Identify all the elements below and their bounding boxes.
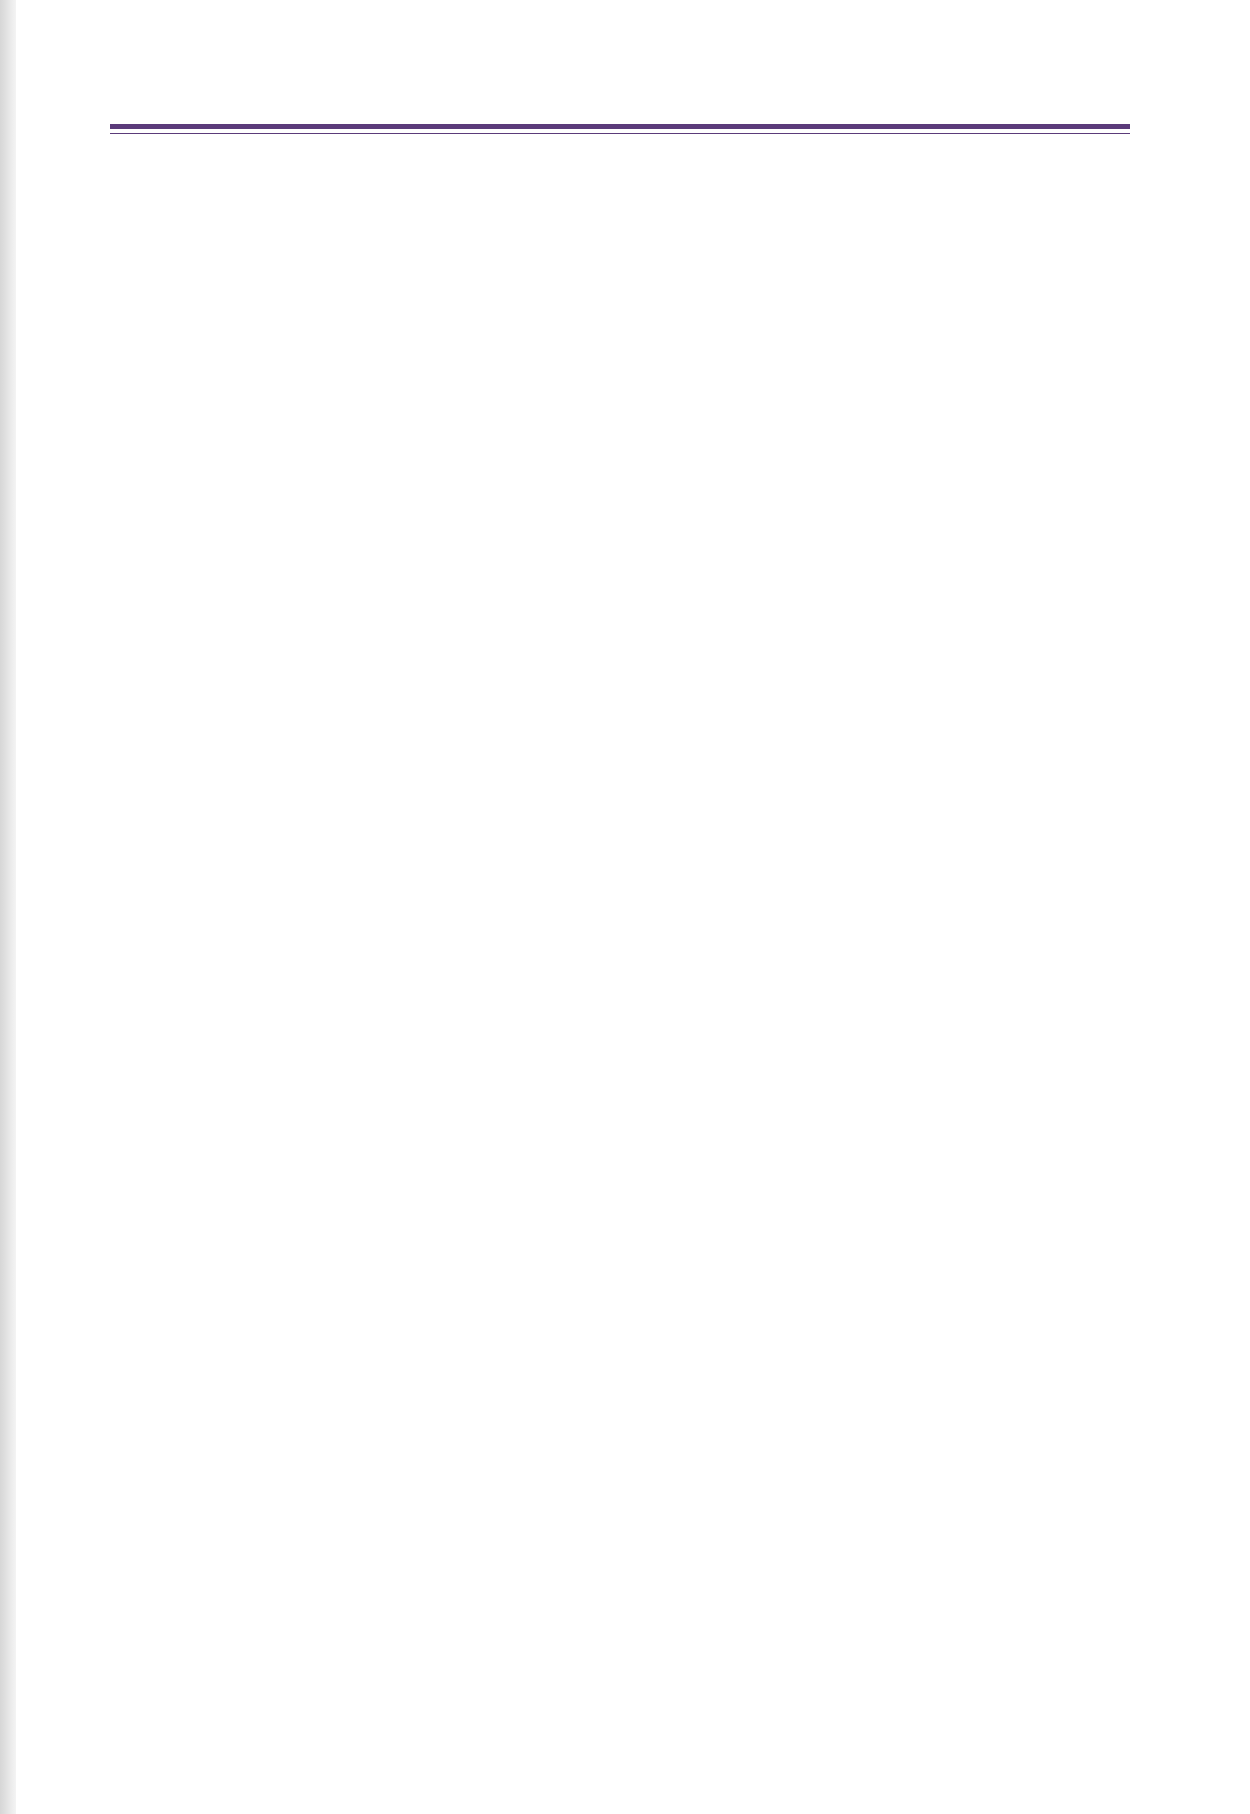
running-header bbox=[110, 70, 1130, 129]
left-column bbox=[110, 140, 602, 1704]
right-column bbox=[638, 140, 1130, 1704]
two-column-body bbox=[110, 140, 1130, 1704]
binding-spine bbox=[0, 0, 16, 1814]
